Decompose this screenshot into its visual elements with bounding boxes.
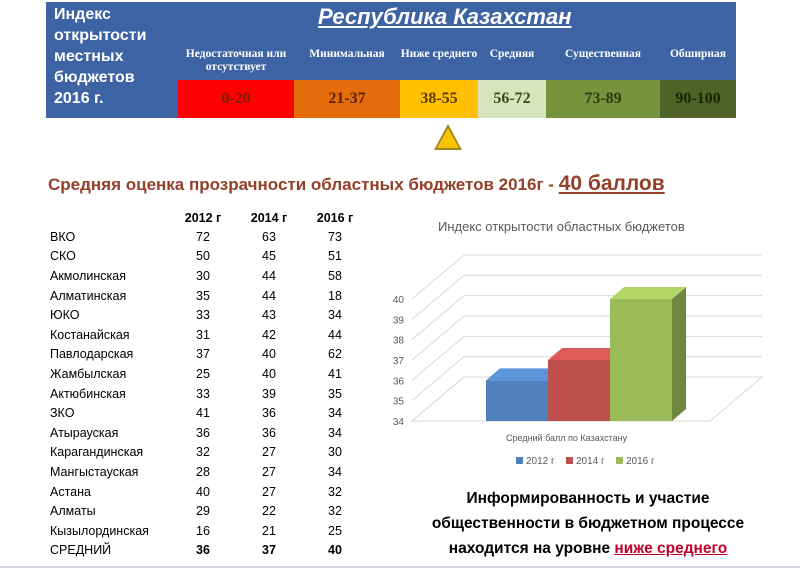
table-row [50, 305, 368, 325]
score-cell: 25 [196, 366, 210, 381]
score-cell: 36 [196, 425, 210, 440]
conclusion-line-3-text: находится на уровне [448, 540, 615, 557]
column-header-2016: 2016 г [316, 210, 354, 225]
score-cell: 39 [262, 386, 276, 401]
score-cell: 41 [328, 366, 342, 381]
score-cell: 40 [196, 484, 210, 499]
region-name: Павлодарская [50, 347, 134, 362]
bar-side-2016 г [672, 287, 686, 421]
score-cell: 22 [262, 504, 276, 519]
column-header-2014: 2014 г [250, 210, 288, 225]
table-row [50, 325, 368, 345]
region-name: Карагандинская [50, 445, 144, 460]
average-score-headline [48, 172, 665, 196]
column-header-2012: 2012 г [184, 210, 222, 225]
score-cell: 30 [328, 445, 342, 460]
score-cell: 33 [196, 308, 210, 323]
average-cell: 40 [328, 543, 342, 558]
level-label-2: Ниже среднего [400, 48, 478, 60]
region-name: ЮКО [50, 308, 80, 323]
table-row [50, 247, 368, 267]
score-cell: 29 [196, 504, 210, 519]
y-tick-label: 34 [392, 417, 404, 428]
score-cell: 33 [196, 386, 210, 401]
chart-title: Индекс открытости областных бюджетов [438, 219, 685, 234]
average-cell: 36 [196, 543, 210, 558]
bar-front-2016 г [610, 299, 672, 421]
level-label-4: Существенная [564, 48, 641, 60]
region-name: Мангыстауская [50, 464, 139, 479]
score-cell: 35 [328, 386, 342, 401]
level-range-3: 56-72 [478, 80, 546, 118]
y-tick-label: 39 [392, 315, 404, 327]
table-row [50, 384, 368, 404]
table-body [50, 227, 368, 560]
y-tick-label: 38 [392, 335, 404, 347]
score-cell: 28 [196, 464, 210, 479]
conclusion-text [398, 486, 778, 561]
region-name: ВКО [50, 229, 76, 244]
y-tick-label: 37 [392, 356, 404, 367]
chart-canvas [380, 205, 790, 475]
table-row [50, 364, 368, 384]
grid-side-line [412, 336, 464, 380]
score-cell: 37 [196, 347, 210, 362]
region-name: СКО [50, 249, 76, 264]
score-cell: 34 [328, 425, 342, 440]
score-cell: 44 [262, 288, 276, 303]
score-cell: 32 [196, 445, 210, 460]
region-name: ЗКО [50, 406, 75, 421]
score-cell: 41 [196, 406, 210, 421]
level-range-2: 38-55 [400, 80, 478, 118]
region-name: Костанайская [50, 327, 130, 342]
bar-front-2014 г [548, 360, 610, 421]
y-tick-label: 40 [392, 295, 404, 306]
grid-side-line [412, 357, 464, 401]
grid-side-line [412, 255, 464, 299]
score-cell: 31 [196, 327, 210, 342]
y-tick-label: 35 [392, 396, 404, 408]
score-cell: 72 [196, 229, 210, 244]
openness-chart [380, 205, 790, 475]
score-cell: 32 [328, 504, 342, 519]
score-cell: 27 [262, 464, 276, 479]
table-row [50, 521, 368, 541]
level-pointer-fill [437, 128, 459, 148]
legend-label: 2016 г [626, 456, 655, 467]
legend-swatch [566, 457, 573, 464]
score-cell: 35 [196, 288, 210, 303]
bar-front-2012 г [486, 380, 548, 421]
score-cell: 34 [328, 308, 342, 323]
average-row [50, 541, 368, 561]
score-cell: 16 [196, 523, 210, 538]
table-row [50, 266, 368, 286]
table-row [50, 482, 368, 502]
score-cell: 42 [262, 327, 276, 342]
category-label: Средний балл по Казахстану [506, 433, 628, 443]
score-cell: 34 [328, 406, 342, 421]
level-label-0: Недостаточная или отсутствует [185, 48, 287, 73]
score-cell: 44 [262, 268, 276, 283]
region-name: Актюбинская [50, 386, 126, 401]
level-range-4: 73-89 [546, 80, 660, 118]
table-row [50, 501, 368, 521]
score-cell: 25 [328, 523, 342, 538]
score-cell: 50 [196, 249, 210, 264]
conclusion-line-3 [398, 536, 778, 561]
legend-swatch [516, 457, 523, 464]
score-cell: 36 [262, 425, 276, 440]
banner-index-title: Индекс открытости местных бюджетов 2016 г. [54, 6, 147, 107]
country-title: Республика Казахстан [318, 4, 572, 29]
score-cell: 51 [328, 249, 342, 264]
score-cell: 40 [262, 347, 276, 362]
region-name: Акмолинская [50, 268, 126, 283]
table-row [50, 403, 368, 423]
score-cell: 43 [262, 308, 276, 323]
table-row [50, 462, 368, 482]
level-label-3: Средняя [489, 48, 535, 60]
score-cell: 63 [262, 229, 276, 244]
region-name: Атырауская [50, 425, 119, 440]
legend-label: 2012 г [526, 456, 555, 467]
grid-side-line [412, 275, 464, 319]
level-range-5: 90-100 [660, 80, 736, 118]
score-cell: 34 [328, 464, 342, 479]
score-cell: 44 [328, 327, 342, 342]
grid-side-line [412, 296, 464, 340]
conclusion-line-1: Информированность и участие [466, 490, 710, 507]
level-range-1: 21-37 [294, 80, 400, 118]
region-name: Астана [50, 484, 91, 499]
legend-swatch [616, 457, 623, 464]
conclusion-highlight: ниже среднего [614, 540, 728, 557]
table-row [50, 286, 368, 306]
score-cell: 45 [262, 249, 276, 264]
table-header-row [50, 208, 368, 227]
average-label: СРЕДНИЙ [50, 543, 112, 558]
region-name: Кызылординская [50, 523, 149, 538]
level-label-1: Минимальная [309, 48, 385, 60]
score-cell: 30 [196, 268, 210, 283]
level-range-0: 0-20 [178, 80, 294, 118]
score-cell: 73 [328, 229, 342, 244]
table-row [50, 423, 368, 443]
score-cell: 18 [328, 288, 342, 303]
level-label-5: Обширная [669, 48, 727, 60]
region-name: Алматы [50, 504, 96, 519]
regions-table [50, 208, 368, 560]
table-row [50, 345, 368, 365]
score-cell: 32 [328, 484, 342, 499]
headline-score: 40 баллов [558, 172, 665, 195]
score-cell: 27 [262, 484, 276, 499]
legend-label: 2014 г [576, 456, 605, 467]
region-name: Жамбылская [50, 366, 127, 381]
average-cell: 37 [262, 543, 276, 558]
score-cell: 40 [262, 366, 276, 381]
score-cell: 36 [262, 406, 276, 421]
score-cell: 21 [262, 523, 276, 538]
headline-text: Средняя оценка прозрачности областных бюджетов 2016г - [48, 175, 559, 194]
score-cell: 62 [328, 347, 342, 362]
score-cell: 27 [262, 445, 276, 460]
conclusion-line-2: общественности в бюджетном процессе [431, 515, 745, 532]
grid-side-line [412, 316, 464, 360]
region-column-header [50, 208, 170, 227]
region-name: Алматинская [50, 288, 127, 303]
score-cell: 58 [328, 268, 342, 283]
table-row [50, 443, 368, 463]
index-banner [46, 2, 736, 118]
table-row [50, 227, 368, 247]
y-tick-label: 36 [392, 376, 404, 388]
